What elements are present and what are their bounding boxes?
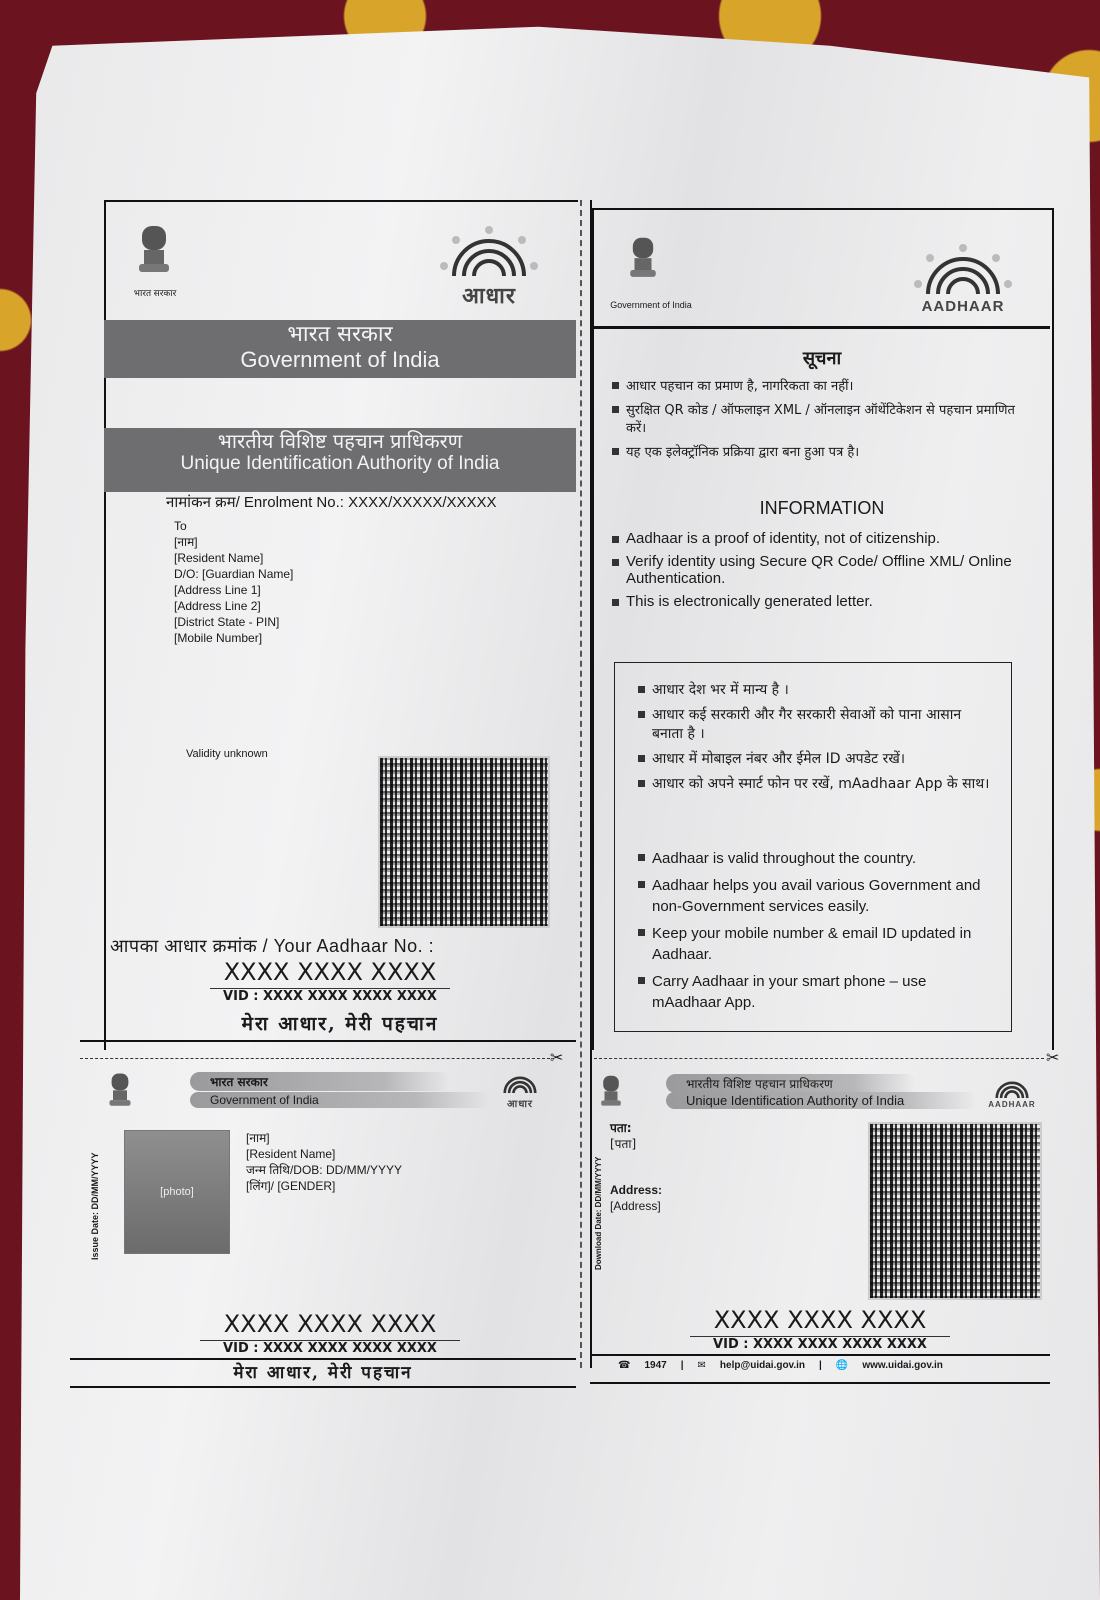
aadhaar-number: XXXX XXXX XXXX (223, 958, 437, 986)
gender: [लिंग]/ [GENDER] (246, 1179, 336, 1193)
aadhaar-logo-icon (908, 244, 1018, 315)
address-english (610, 1182, 870, 1214)
separator: | (680, 1360, 684, 1371)
divider (590, 1354, 1050, 1356)
address-label-hindi: पता: (610, 1121, 632, 1135)
scissors-icon: ✂ (1046, 1050, 1060, 1067)
address-label-english: Address: (610, 1183, 663, 1197)
info-box-list-hindi (636, 680, 996, 799)
list-item: आधार को अपने स्मार्ट फोन पर रखें, mAadhaar App के साथ। (636, 774, 996, 793)
download-date: Download Date: DD/MM/YYYY (594, 1156, 603, 1270)
aadhaar-number: XXXX XXXX XXXX (223, 1310, 437, 1338)
information-title: INFORMATION (759, 498, 885, 518)
contact-footer (618, 1360, 943, 1371)
support-email[interactable]: help@uidai.gov.in (719, 1360, 806, 1371)
emblem-caption: भारत सरकार (133, 288, 177, 298)
list-item: यह एक इलेक्ट्रॉनिक प्रक्रिया द्वारा बना हुआ पत्र है। (610, 442, 1030, 460)
aadhaar-logo-text: AADHAAR (921, 298, 1005, 315)
band-uidai-hindi: भारतीय विशिष्ट पहचान प्राधिकरण (217, 429, 463, 453)
divider (80, 1040, 576, 1042)
separator: | (819, 1360, 822, 1371)
website-link[interactable]: www.uidai.gov.in (862, 1360, 943, 1371)
national-emblem-icon (134, 222, 174, 280)
list-item: आधार पहचान का प्रमाण है, नागरिकता का नहीं। (610, 376, 1030, 394)
resident-photo (124, 1130, 230, 1254)
card-band-hindi: भारतीय विशिष्ट पहचान प्राधिकरण (666, 1074, 916, 1093)
card-band-english: Unique Identification Authority of India (666, 1092, 976, 1109)
vid-number: VID : XXXX XXXX XXXX XXXX (690, 1336, 950, 1352)
aadhaar-logo-icon (496, 1070, 544, 1110)
emblem-caption: Government of India (610, 300, 692, 310)
divider (594, 326, 1050, 329)
band-title-hindi: भारत सरकार (287, 322, 393, 347)
scissors-icon: ✂ (550, 1050, 564, 1067)
band-title-english: Government of India (240, 347, 440, 373)
information-list (610, 530, 1030, 616)
address-line: [नाम] (174, 535, 198, 549)
address-line: [Resident Name] (174, 551, 264, 565)
photo-placeholder: [photo] (160, 1186, 194, 1198)
aadhaar-logo-icon (434, 226, 544, 310)
divider (590, 1382, 1050, 1384)
fold-cut-line (580, 200, 592, 1368)
address-text-english: [Address] (610, 1199, 661, 1213)
cut-line (594, 1058, 1044, 1059)
national-emblem-icon (106, 1070, 134, 1112)
resident-details (246, 1130, 402, 1194)
card-band-english: Government of India (190, 1092, 490, 1108)
aadhaar-number-label: आपका आधार क्रमांक / Your Aadhaar No. : (110, 936, 435, 956)
list-item: Verify identity using Secure QR Code/ Offline XML/ Online Authentication. (610, 553, 1030, 587)
list-item: सुरक्षित QR कोड / ऑफलाइन XML / ऑनलाइन ऑथेंटिकेशन से पहचान प्रमाणित करें। (610, 400, 1030, 436)
list-item: Aadhaar is a proof of identity, not of citizenship. (610, 530, 1030, 547)
vid-number: VID : XXXX XXXX XXXX XXXX (210, 988, 450, 1004)
cut-line (80, 1058, 550, 1059)
resident-name: [Resident Name] (246, 1147, 336, 1161)
globe-icon: 🌐 (835, 1360, 849, 1371)
address-line: [Address Line 1] (174, 583, 261, 597)
tagline: मेरा आधार, मेरी पहचान (233, 1363, 413, 1383)
list-item: आधार कई सरकारी और गैर सरकारी सेवाओं को पाना आसान बनाता है । (636, 705, 996, 743)
address-text-hindi: [पता] (610, 1137, 637, 1151)
vid-number: VID : XXXX XXXX XXXX XXXX (200, 1340, 460, 1356)
list-item: Carry Aadhaar in your smart phone – use mAadhaar App. (636, 971, 996, 1013)
address-line: To (174, 519, 187, 533)
qr-code (868, 1122, 1042, 1300)
resident-name-hindi: [नाम] (246, 1131, 270, 1145)
aadhaar-letter (70, 200, 1070, 1383)
tagline: मेरा आधार, मेरी पहचान (241, 1013, 439, 1035)
date-of-birth: जन्म तिथि/DOB: DD/MM/YYYY (246, 1163, 402, 1177)
uidai-band (104, 428, 576, 492)
phone-icon: ☎ (618, 1360, 631, 1371)
list-item: आधार देश भर में मान्य है । (636, 680, 996, 699)
list-item: This is electronically generated letter. (610, 593, 1030, 610)
address-line: D/O: [Guardian Name] (174, 567, 294, 581)
enrolment-number: नामांकन क्रम/ Enrolment No.: XXXX/XXXXX/XXXXX (166, 494, 497, 511)
list-item: आधार में मोबाइल नंबर और ईमेल ID अपडेट रखें। (636, 749, 996, 768)
national-emblem-icon (598, 1072, 624, 1112)
signature-validity: Validity unknown (186, 748, 268, 760)
divider (70, 1386, 576, 1388)
qr-code (378, 756, 550, 928)
notice-title-hindi: सूचना (802, 348, 842, 369)
govt-of-india-band (104, 320, 576, 378)
band-uidai-english: Unique Identification Authority of India (180, 453, 500, 474)
list-item: Keep your mobile number & email ID updated in Aadhaar. (636, 923, 996, 965)
national-emblem-icon (626, 234, 660, 284)
recipient-address (174, 518, 293, 646)
helpline-number: 1947 (644, 1360, 667, 1371)
aadhaar-logo-text: आधार (462, 283, 516, 308)
aadhaar-number: XXXX XXXX XXXX (713, 1306, 927, 1334)
issue-date: Issue Date: DD/MM/YYYY (90, 1152, 100, 1260)
address-line: [District State - PIN] (174, 615, 280, 629)
address-hindi (610, 1120, 870, 1152)
address-line: [Address Line 2] (174, 599, 261, 613)
email-icon: ✉ (697, 1360, 706, 1371)
card-band-hindi: भारत सरकार (190, 1072, 450, 1091)
info-box-list-english (636, 848, 996, 1019)
list-item: Aadhaar helps you avail various Government and non-Government services easily. (636, 875, 996, 917)
address-line: [Mobile Number] (174, 631, 263, 645)
aadhaar-logo-text: AADHAAR (988, 1100, 1036, 1109)
aadhaar-logo-text: आधार (506, 1099, 534, 1110)
notice-list-hindi (610, 376, 1030, 466)
aadhaar-logo-icon (988, 1076, 1036, 1109)
list-item: Aadhaar is valid throughout the country. (636, 848, 996, 869)
